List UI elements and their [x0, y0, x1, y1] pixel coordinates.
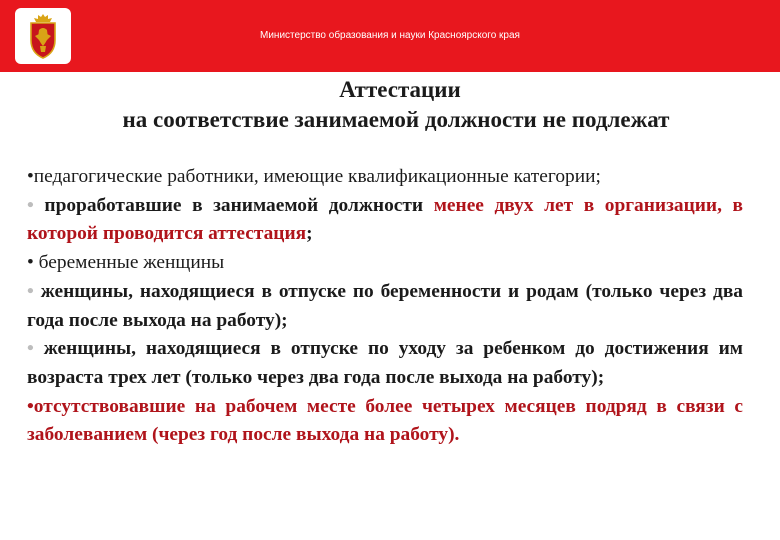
- bullet-icon: •: [27, 252, 34, 274]
- bullet-icon: •: [27, 194, 34, 216]
- bullet-icon: •: [27, 280, 34, 302]
- list-item-text: проработавшие в занимаемой должности: [44, 194, 434, 216]
- page-title: [0, 75, 780, 135]
- list-item-text: женщины, находящиеся в отпуске по беременности и родам (только через два года после выхода на работу);: [27, 280, 743, 331]
- list-item: [27, 249, 743, 278]
- list-item-highlight: менее двух лет в организации, в которой проводится аттестация: [27, 194, 743, 245]
- list-item-text: женщины, находящиеся в отпуске по уходу за ребенком до достижения им возраста трех лет (только через два года после выхода на работу);: [27, 338, 743, 388]
- list-item-text: беременные женщины: [38, 252, 225, 274]
- list-item-text: отсутствовавшие на рабочем месте более четырех месяцев подряд в связи с заболеванием (через год после выхода на работу).: [27, 395, 743, 446]
- ministry-name: Министерство образования и науки Красноярского края: [260, 30, 520, 41]
- list-item: [27, 192, 743, 249]
- header-bar: [0, 0, 780, 72]
- title-line-2: на соответствие занимаемой должности не подлежат: [122, 107, 670, 132]
- bullet-icon: •: [27, 338, 34, 360]
- list-item: [27, 163, 743, 192]
- list-item: [27, 278, 743, 335]
- bullet-icon: •: [27, 395, 34, 417]
- title-line-1: Аттестации: [339, 77, 461, 102]
- list-item: [27, 335, 743, 392]
- list-item-text: ;: [306, 223, 313, 245]
- list-item: [27, 393, 743, 450]
- bullet-icon: •: [27, 166, 34, 187]
- exemption-list: [27, 163, 743, 450]
- list-item-text: педагогические работники, имеющие квалификационные категории;: [33, 166, 601, 187]
